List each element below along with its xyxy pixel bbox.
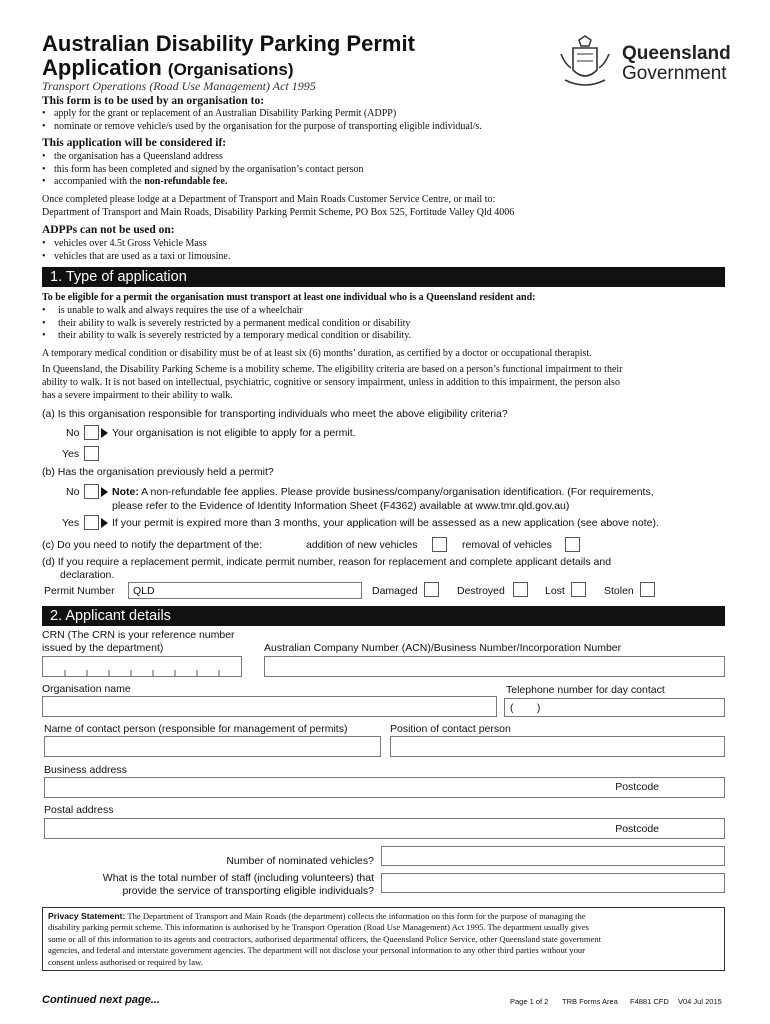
business-address-input[interactable]: [44, 777, 725, 798]
list-item: • the organisation has a Queensland address: [42, 151, 363, 164]
lodge-line-1: Once completed please lodge at a Department of Transport and Main Roads Customer Service Centre, or mail to:: [42, 194, 496, 205]
destroyed-label: Destroyed: [457, 585, 505, 597]
postal-address-input[interactable]: [44, 818, 725, 839]
qa-yes-label: Yes: [62, 448, 80, 460]
qa-no-checkbox[interactable]: [84, 425, 99, 440]
not-used-heading: ADPPs can not be used on:: [42, 224, 175, 236]
phone-label: Telephone number for day contact: [506, 684, 665, 696]
permit-number-input[interactable]: QLD: [128, 582, 362, 599]
question-d-line-2: declaration.: [60, 569, 115, 581]
section-1-header: 1. Type of application: [42, 267, 725, 287]
list-item: • vehicles over 4.5t Gross Vehicle Mass: [42, 238, 230, 251]
staff-label-line-1: What is the total number of staff (including volunteers) that: [102, 872, 374, 884]
lost-checkbox[interactable]: [571, 582, 586, 597]
crn-input[interactable]: [42, 656, 242, 677]
forms-area: TRB Forms Area: [562, 997, 618, 1006]
acn-label: Australian Company Number (ACN)/Business Number/Incorporation Number: [264, 642, 622, 654]
destroyed-checkbox[interactable]: [513, 582, 528, 597]
nominated-vehicles-label: Number of nominated vehicles?: [226, 855, 374, 867]
qb-yes-label: Yes: [62, 517, 80, 529]
list-item: • is unable to walk and always requires the use of a wheelchair: [42, 305, 411, 318]
staff-label-line-2: provide the service of transporting eligible individuals?: [122, 885, 374, 897]
act-reference: Transport Operations (Road Use Management) Act 1995: [42, 79, 316, 93]
form-title: Australian Disability Parking Permit Application (Organisations): [42, 31, 415, 80]
qa-no-message: Your organisation is not eligible to apply for a permit.: [112, 427, 356, 439]
question-a: (a) Is this organisation responsible for transporting individuals who meet the above eligibility criteria?: [42, 408, 508, 420]
qa-no-label: No: [66, 427, 80, 439]
qb-no-label: No: [66, 486, 80, 498]
version: V04 Jul 2015: [678, 997, 722, 1006]
eligible-heading: To be eligible for a permit the organisation must transport at least one individual who is a Queensland resident and:: [42, 292, 536, 303]
continued-next-page: Continued next page...: [42, 994, 160, 1006]
postcode-label: Postcode: [615, 823, 659, 835]
qc-remove-checkbox[interactable]: [565, 537, 580, 552]
org-name-input[interactable]: [42, 696, 497, 717]
considered-heading: This application will be considered if:: [42, 137, 227, 149]
not-used-list: [42, 238, 230, 263]
contact-person-label: Name of contact person (responsible for management of permits): [44, 723, 348, 735]
postcode-label: Postcode: [615, 781, 659, 793]
position-input[interactable]: [390, 736, 725, 757]
arrow-right-icon: [101, 428, 108, 438]
queensland-crest-icon: [555, 34, 615, 94]
lost-label: Lost: [545, 585, 565, 597]
nominated-vehicles-input[interactable]: [381, 846, 725, 866]
list-item: • accompanied with the non-refundable fee.: [42, 176, 363, 189]
qc-remove-label: removal of vehicles: [462, 539, 552, 551]
used-list: [42, 108, 482, 133]
staff-count-input[interactable]: [381, 873, 725, 893]
privacy-statement: Privacy Statement: The Department of Transport and Main Roads (the department) collects the information on this form for the purpose of managing the disability parking permit scheme. This information is authorised by he Transport Operation (Road Use Management) Act 1995. The department usually gives some or all of this information to its agents and contractors, authorised departmental officers, the Queensland Police Service, other Queensland state government agencies, and federal and interstate government agencies. The department will not disclose your personal information to any other third parties without your consent unless authorised or required by law.: [42, 907, 725, 971]
acn-input[interactable]: [264, 656, 725, 677]
postal-address-label: Postal address: [44, 804, 114, 816]
lodge-line-2: Department of Transport and Main Roads, Disability Parking Permit Scheme, PO Box 525, Fortitude Valley Qld 4006: [42, 207, 515, 218]
logo-government: Government: [622, 63, 727, 84]
org-name-label: Organisation name: [42, 683, 131, 695]
list-item: • this form has been completed and signed by the organisation’s contact person: [42, 164, 363, 177]
form-code: F4881 CFD: [630, 997, 669, 1006]
list-item: • their ability to walk is severely restricted by a temporary medical condition or disability.: [42, 330, 411, 343]
permit-number-label: Permit Number: [44, 585, 115, 597]
scheme-line-3: has a severe impairment to their ability to walk.: [42, 390, 233, 401]
logo-queensland: Queensland: [622, 43, 731, 64]
stolen-label: Stolen: [604, 585, 634, 597]
list-item: • apply for the grant or replacement of an Australian Disability Parking Permit (ADPP): [42, 108, 482, 121]
qb-no-checkbox[interactable]: [84, 484, 99, 499]
question-d-line-1: (d) If you require a replacement permit, indicate permit number, reason for replacement and complete applicant details and: [42, 556, 612, 568]
qb-note-line-1: Note: A non-refundable fee applies. Please provide business/company/organisation identification. (For requirements,: [112, 486, 654, 498]
contact-person-input[interactable]: [44, 736, 381, 757]
used-heading: This form is to be used by an organisation to:: [42, 95, 265, 107]
business-address-label: Business address: [44, 764, 127, 776]
scheme-line-2: ability to walk. It is not based on intellectual, psychiatric, cognitive or sensory impairment, unless in addition to this impairment, the person also: [42, 377, 620, 388]
position-label: Position of contact person: [390, 723, 511, 735]
damaged-checkbox[interactable]: [424, 582, 439, 597]
eligible-list: [42, 305, 411, 343]
considered-list: [42, 151, 363, 189]
stolen-checkbox[interactable]: [640, 582, 655, 597]
crn-label-line-2: issued by the department): [42, 642, 164, 654]
arrow-right-icon: [101, 487, 108, 497]
qb-note-line-2: please refer to the Evidence of Identity Information Sheet (F4362) available at www.tmr.qld.gov.au): [112, 500, 570, 512]
crn-label-line-1: CRN (The CRN is your reference number: [42, 629, 235, 641]
crn-digit-dividers: [43, 657, 241, 676]
qc-add-checkbox[interactable]: [432, 537, 447, 552]
qa-yes-checkbox[interactable]: [84, 446, 99, 461]
page-number: Page 1 of 2: [510, 997, 549, 1006]
question-c: (c) Do you need to notify the department of the:: [42, 539, 263, 551]
phone-input[interactable]: ( ): [504, 698, 725, 717]
damaged-label: Damaged: [372, 585, 418, 597]
section-2-header: 2. Applicant details: [42, 606, 725, 626]
temp-note: A temporary medical condition or disability must be of at least six (6) months’ duration, as certified by a doctor or occupational therapist.: [42, 348, 592, 359]
question-b: (b) Has the organisation previously held a permit?: [42, 466, 274, 478]
list-item: • nominate or remove vehicle/s used by the organisation for the purpose of transporting eligible individual/s.: [42, 121, 482, 134]
qc-add-label: addition of new vehicles: [306, 539, 418, 551]
qb-yes-checkbox[interactable]: [84, 515, 99, 530]
list-item: • vehicles that are used as a taxi or limousine.: [42, 251, 230, 264]
list-item: • their ability to walk is severely restricted by a permanent medical condition or disability: [42, 318, 411, 331]
scheme-line-1: In Queensland, the Disability Parking Scheme is a mobility scheme. The eligibility criteria are based on a person’s functional impairment to their: [42, 364, 623, 375]
arrow-right-icon: [101, 518, 108, 528]
qb-yes-message: If your permit is expired more than 3 months, your application will be assessed as a new application (see above note).: [112, 517, 659, 529]
